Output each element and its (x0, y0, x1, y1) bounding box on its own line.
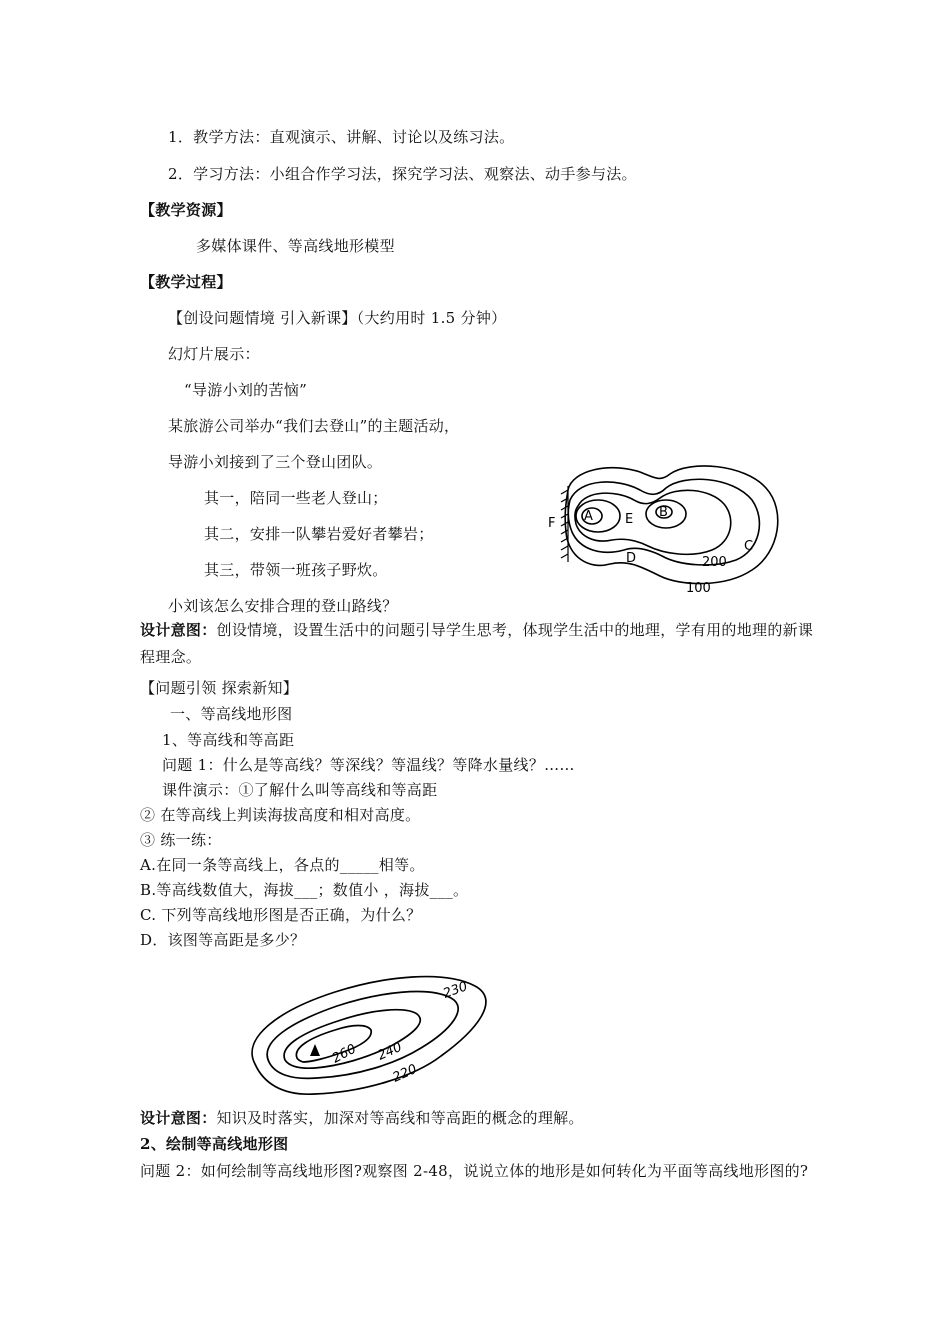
practice-label: ③ 练一练： (140, 831, 222, 849)
design-intent-2-text: 知识及时落实，加深对等高线和等高距的概念的理解。 (216, 1109, 584, 1127)
courseware-demo: 课件演示：①了解什么叫等高线和等高距 (162, 781, 438, 799)
question-2: 问题 2：如何绘制等高线地形图?观察图 2-48，说说立体的地形是如何转化为平面等高线地形图的? (140, 1162, 809, 1180)
learning-method: 2．学习方法：小组合作学习法，探究学习法、观察法、动手参与法。 (168, 165, 637, 183)
group-2: 其二，安排一队攀岩爱好者攀岩； (204, 525, 434, 543)
section-1-title: 一、等高线地形图 (170, 705, 293, 723)
contour-label-230: 230 (441, 979, 470, 1002)
subsection-2-title: 2、绘制等高线地形图 (140, 1135, 289, 1153)
story-question: 小刘该怎么安排合理的登山路线？ (168, 597, 398, 615)
resources-heading: 【教学资源】 (140, 201, 232, 219)
map-label-a: A (584, 509, 593, 524)
design-intent-1-text: 创设情境，设置生活中的问题引导学生思考，体现学生活中的地理，学有用的地理的新课程理念。 (140, 621, 814, 666)
contour-label-200: 200 (702, 555, 727, 570)
contour-map-mountain (540, 460, 790, 600)
teaching-method: 1．教学方法：直观演示、讲解、讨论以及练习法。 (168, 128, 515, 146)
story-line-1: 某旅游公司举办“我们去登山”的主题活动， (168, 417, 460, 435)
story-title: “导游小刘的苦恼” (184, 381, 308, 399)
map-label-e: E (625, 512, 634, 527)
design-intent-1-label: 设计意图： (140, 621, 217, 639)
contour-outer (565, 466, 778, 584)
demo-item-2: ② 在等高线上判读海拔高度和相对高度。 (140, 806, 421, 824)
exercise-a: A.在同一条等高线上，各点的_____相等。 (140, 856, 425, 874)
subsection-1-title: 1、等高线和等高距 (162, 731, 295, 749)
map-label-c: C (744, 539, 754, 554)
contour-label-260: 260 (329, 1041, 359, 1067)
design-intent-2-label: 设计意图： (140, 1109, 217, 1127)
slide-label: 幻灯片展示： (168, 345, 260, 363)
map-label-f: F (548, 516, 556, 531)
resources-content: 多媒体课件、等高线地形模型 (196, 237, 395, 255)
contour-230 (267, 992, 458, 1079)
explore-heading: 【问题引领 探索新知】 (140, 679, 299, 697)
contour-label-220: 220 (390, 1061, 420, 1086)
story-line-2: 导游小刘接到了三个登山团队。 (168, 453, 383, 471)
exercise-d: D．该图等高距是多少？ (140, 931, 306, 949)
question-1: 问题 1：什么是等高线？等深线？等温线？等降水量线？…… (162, 756, 575, 774)
contour-label-240: 240 (375, 1039, 405, 1064)
map-label-d: D (626, 551, 637, 566)
exercise-b: B.等高线数值大，海拔___；数值小 ，海拔___。 (140, 881, 469, 899)
design-intent-1 (140, 617, 820, 671)
group-3: 其三，带领一班孩子野炊。 (204, 561, 388, 579)
exercise-c: C. 下列等高线地形图是否正确，为什么？ (140, 906, 422, 924)
contour-map-exercise (245, 968, 505, 1103)
map-label-b: B (659, 505, 668, 520)
intro-heading: 【创设问题情境 引入新课】（大约用时 1.5 分钟） (168, 309, 507, 327)
design-intent-2 (140, 1108, 584, 1128)
process-heading: 【教学过程】 (140, 273, 232, 291)
peak-triangle-icon (310, 1044, 320, 1056)
contour-label-100: 100 (686, 581, 711, 596)
group-1: 其一，陪同一些老人登山； (204, 489, 388, 507)
